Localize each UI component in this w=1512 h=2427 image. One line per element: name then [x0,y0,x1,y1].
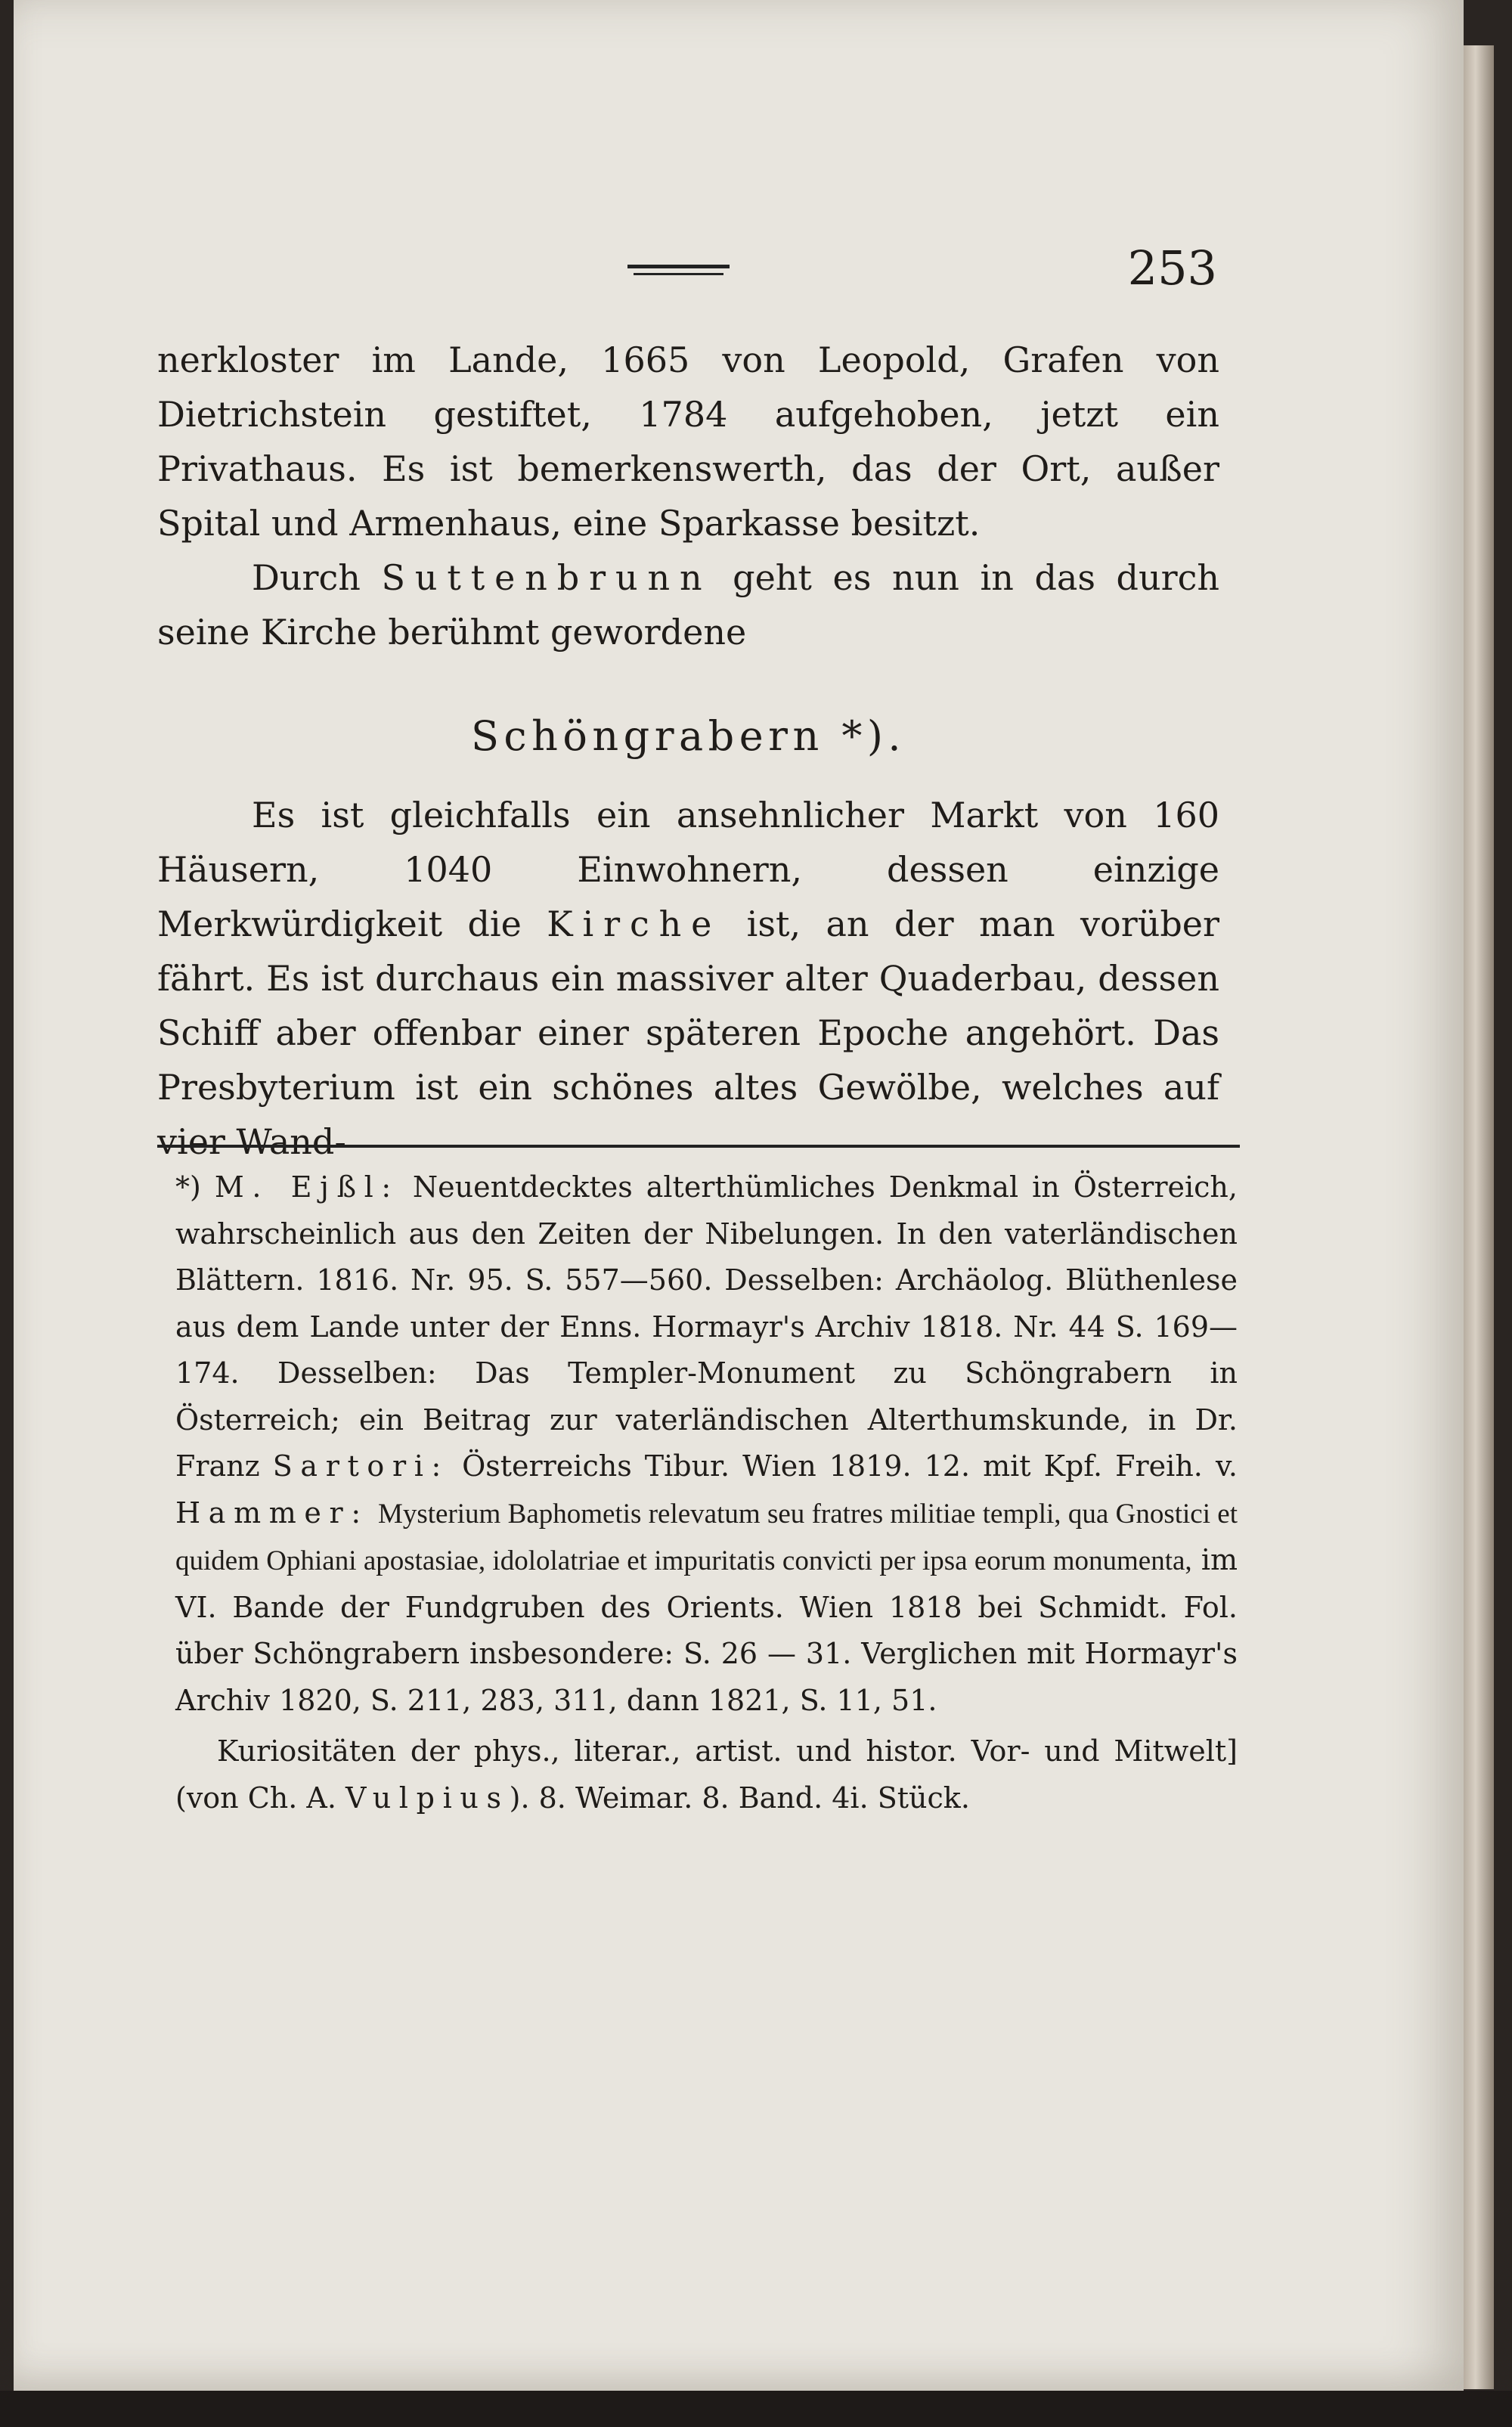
background-band [0,2391,1512,2427]
footnote-part-1: Neuentdecktes alterthümliches Denkmal in Österreich, wahrscheinlich aus den Zeiten der Nibelungen. In den vaterländischen Blättern. 1816. Nr. 95. S. 557—560. Desselben: Archäolog. Blüthenlese aus dem Lande unter der Enns. Hormayr's Archiv 1818. Nr. 44 S. 169—174. Desselben: Das Templer-Monument zu Schöngrabern in Österreich; ein Beitrag zur vaterländischen Alterthumskunde, in Dr. Franz [175,1170,1238,1483]
footnote-second-author: Vulpius [345,1781,510,1815]
footnote-second-pre: Kuriositäten der phys., literar., artist. und histor. Vor- und Mitwelt] (von Ch. A. [175,1734,1238,1815]
header-rule [627,265,730,268]
footnote-second-post: ). 8. Weimar. 8. Band. 4i. Stück. [509,1781,970,1815]
paragraph-3-post: ist, an der man vorüber fährt. Es ist durchaus ein massiver alter Quaderbau, dessen Schiff aber offenbar einer späteren Epoche angehört. Das Presbyterium ist ein schönes altes Gewölbe, welches auf vier Wand- [157,904,1220,1162]
paragraph-3 [157,788,1219,1169]
paragraph-1: nerkloster im Lande, 1665 von Leopold, Grafen von Dietrichstein gestiftet, 1784 aufgehoben, jetzt ein Privathaus. Es ist bemerkenswerth, das der Ort, außer Spital und Armenhaus, eine Sparkasse besitzt. [157,339,1219,544]
footnote-part-3: im VI. Bande der Fundgruben des Orients. Wien 1818 bei Schmidt. Fol. über Schöngrabern insbesondere: S. 26 — 31. Verglichen mit Hormayr's Archiv 1820, S. 211, 283, 311, dann 1821, S. 11, 51. [175,1543,1238,1717]
paragraph-2-pre: Durch [252,557,361,598]
footnote-latin-title: Mysterium Baphometis relevatum seu fratres militiae templi, qua Gnostici et quidem Ophiani apostasiae, idololatriae et impuritatis convicti per ipsa eorum monumenta, [175,1498,1238,1576]
place-name-suttenbrunn: Suttenbrunn [381,557,712,598]
paragraph-2 [157,550,1219,659]
paragraph-3-pre: Es ist gleichfalls ein ansehnlicher Markt von 160 Häusern, 1040 Einwohnern, dessen einzige Merkwürdigkeit die [157,795,1219,944]
footnote-rule [157,1145,1240,1148]
footnote-author-1: M. Ejßl: [214,1170,399,1204]
section-heading: Schöngrabern *). [470,712,906,760]
page-number: 253 [1127,240,1217,296]
body-text-2 [157,788,1219,1169]
footnote-entry-2 [175,1728,1238,1821]
page-edge [1464,45,1494,2389]
footnote-author-3: Hammer: [175,1496,369,1530]
word-kirche: Kirche [547,904,722,944]
footnote-author-2: Sartori: [272,1449,449,1483]
footnote [175,1164,1238,1821]
footnote-part-2: Österreichs Tibur. Wien 1819. 12. mit Kpf. Freih. v. [462,1449,1238,1483]
footnote-marker: *) [175,1170,201,1204]
body-text [157,333,1219,659]
footnote-entry-1 [175,1164,1238,1724]
paragraph-2-post: geht es nun in das durch seine Kirche berühmt gewordene [157,557,1220,652]
